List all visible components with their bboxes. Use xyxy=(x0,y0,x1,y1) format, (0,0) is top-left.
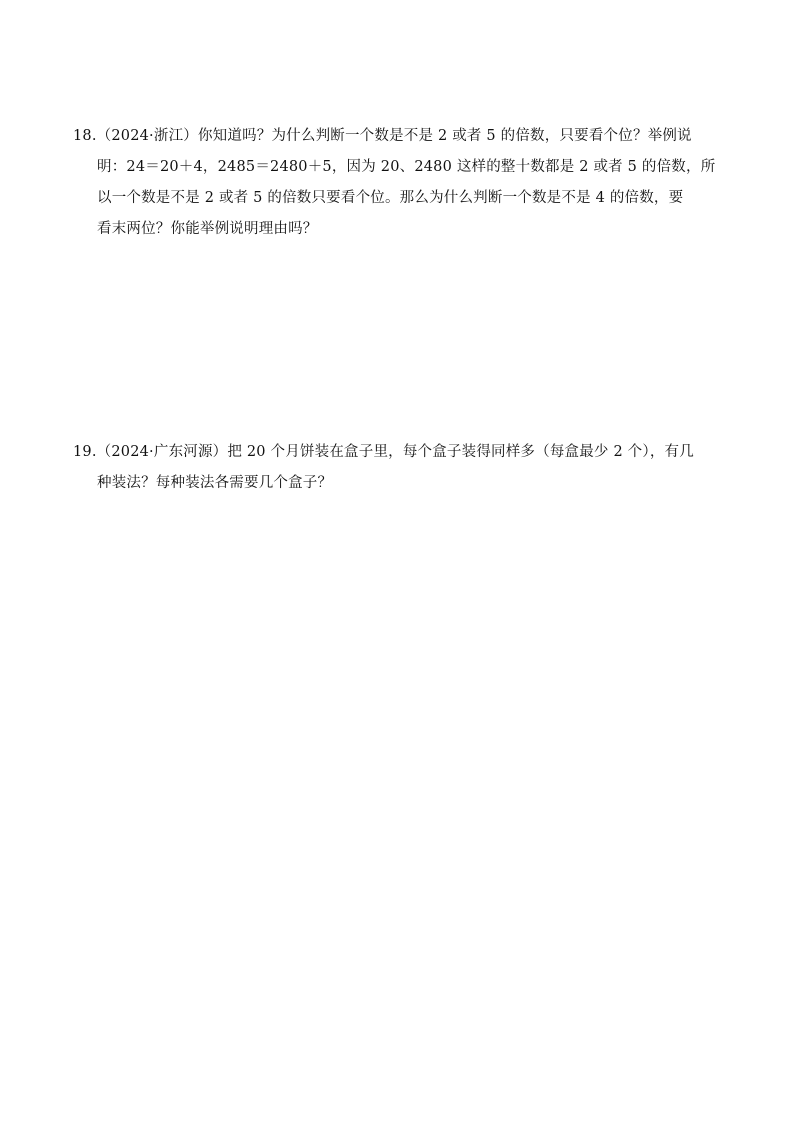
question-18 xyxy=(73,121,733,245)
question-19 xyxy=(73,437,733,499)
question-18-line-2: 明：24＝20＋4，2485＝2480＋5，因为 20、2480 这样的整十数都是 2 或者 5 的倍数，所 xyxy=(97,159,716,175)
question-19-line-2: 种装法？每种装法各需要几个盒子？ xyxy=(97,475,333,491)
question-18-line-4: 看末两位？你能举例说明理由吗？ xyxy=(97,221,318,237)
question-19-line-1: 19.（2024·广东河源）把 20 个月饼装在盒子里，每个盒子装得同样多（每盒最少 2 个），有几 xyxy=(73,444,694,460)
question-18-line-3: 以一个数是不是 2 或者 5 的倍数只要看个位。那么为什么判断一个数是不是 4 的倍数，要 xyxy=(97,190,684,206)
question-18-line-1: 18.（2024·浙江）你知道吗？为什么判断一个数是不是 2 或者 5 的倍数，只要看个位？举例说 xyxy=(73,128,692,144)
